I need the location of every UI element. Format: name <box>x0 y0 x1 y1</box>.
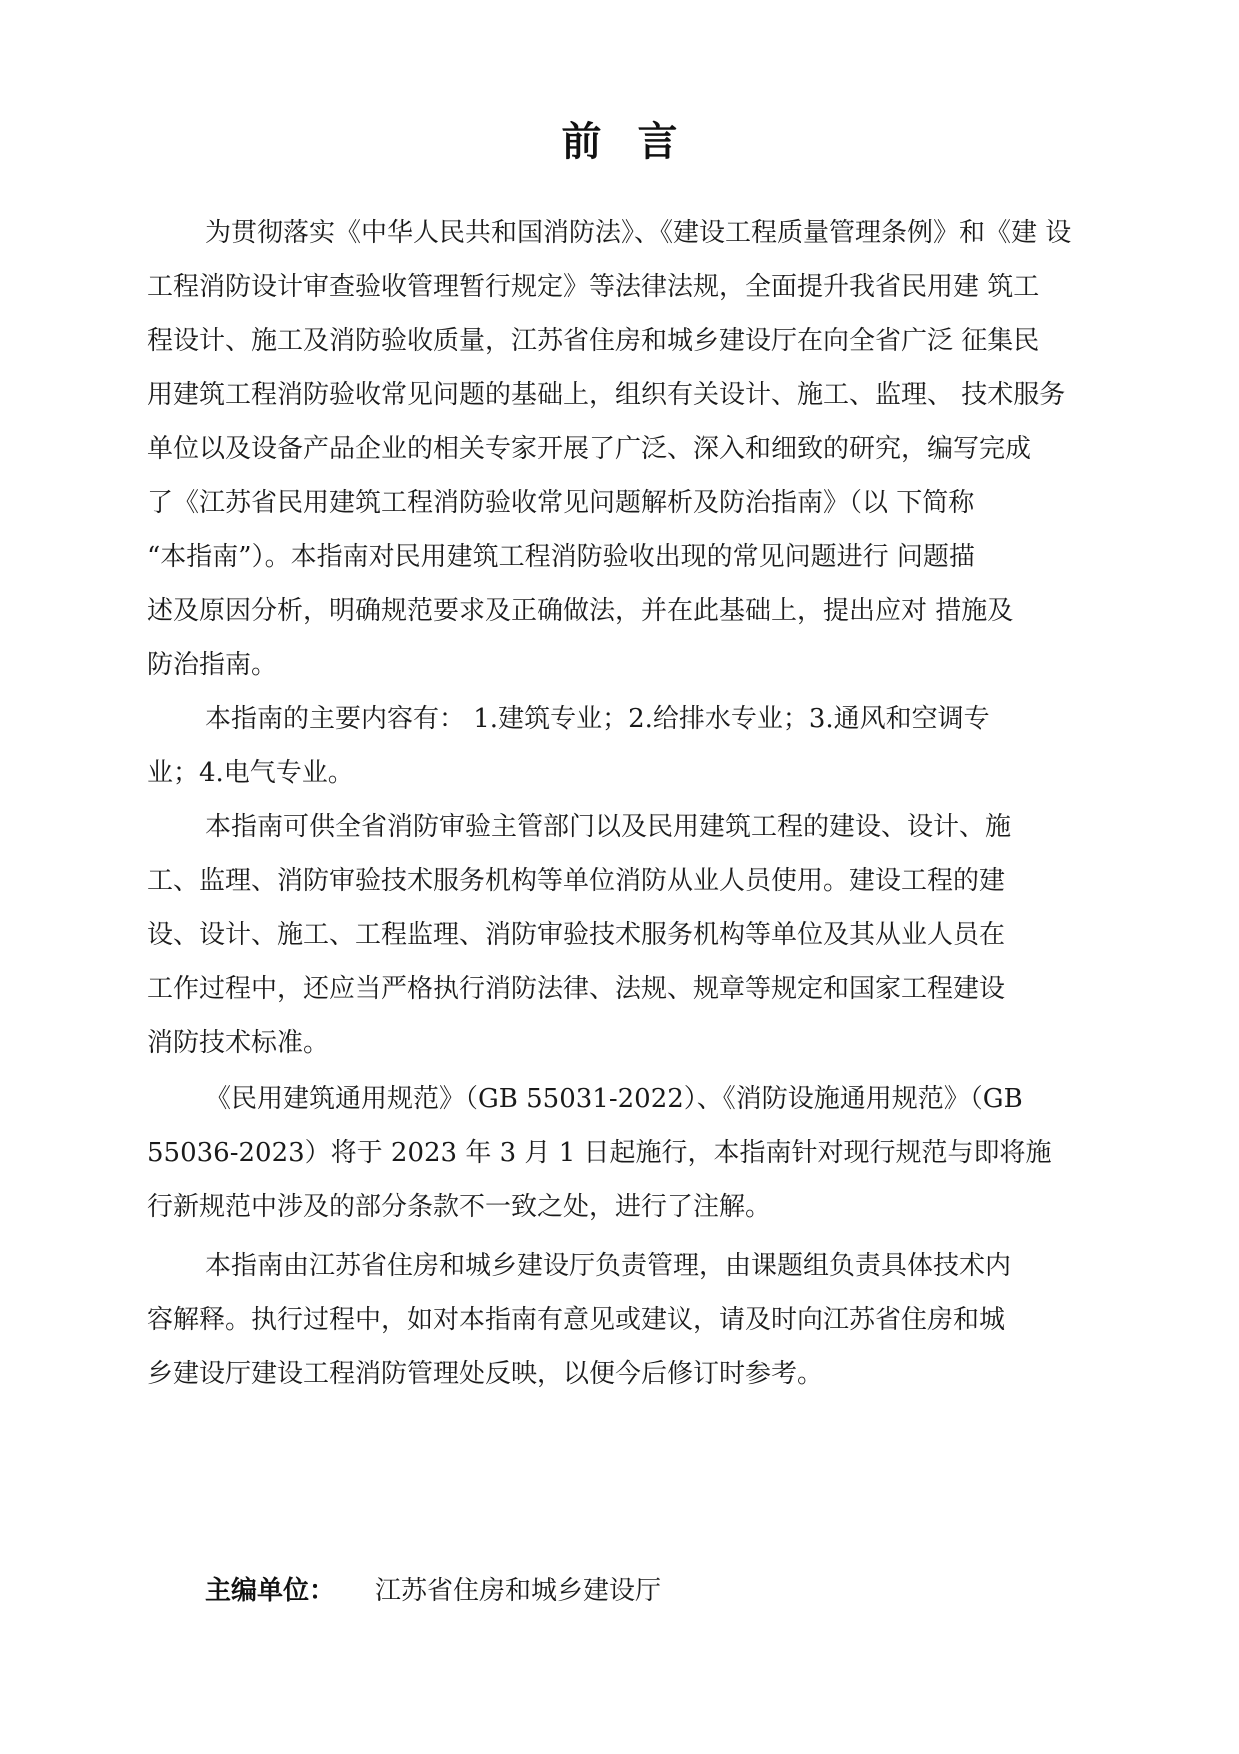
paragraph-4-line-2: 55036-2023）将于 2023 年 3 月 1 日起施行，本指南针对现行规范与即将施 <box>147 1138 1052 1168</box>
paragraph-1-line-9: 防治指南。 <box>147 650 278 680</box>
paragraph-4-line-1: 《民用建筑通用规范》（GB 55031-2022）、《消防设施通用规范》（GB <box>205 1084 1023 1114</box>
page-title: 前言 <box>561 119 714 165</box>
paragraph-1-line-7: “本指南”）。本指南对民用建筑工程消防验收出现的常见问题进行 问题描 <box>147 542 975 572</box>
paragraph-1-line-1: 为贯彻落实《中华人民共和国消防法》、《建设工程质量管理条例》和《建 设 <box>205 218 1072 248</box>
paragraph-3-line-2: 工、监理、消防审验技术服务机构等单位消防从业人员使用。建设工程的建 <box>147 866 1006 896</box>
paragraph-5-line-1: 本指南由江苏省住房和城乡建设厅负责管理，由课题组负责具体技术内 <box>205 1251 1012 1281</box>
paragraph-3-line-4: 工作过程中，还应当严格执行消防法律、法规、规章等规定和国家工程建设 <box>147 974 1006 1004</box>
chief-editor-unit: 江苏省住房和城乡建设厅 <box>375 1576 662 1606</box>
paragraph-3-line-5: 消防技术标准。 <box>147 1028 330 1058</box>
paragraph-3-line-3: 设、设计、施工、工程监理、消防审验技术服务机构等单位及其从业人员在 <box>147 920 1006 950</box>
paragraph-1-line-8: 述及原因分析，明确规范要求及正确做法，并在此基础上，提出应对 措施及 <box>147 596 1014 626</box>
paragraph-4-line-3: 行新规范中涉及的部分条款不一致之处，进行了注解。 <box>147 1192 772 1222</box>
paragraph-2-line-2: 业；4.电气专业。 <box>147 758 354 788</box>
paragraph-1-line-2: 工程消防设计审查验收管理暂行规定》等法律法规，全面提升我省民用建 筑工 <box>147 272 1040 302</box>
paragraph-5-line-2: 容解释。执行过程中，如对本指南有意见或建议，请及时向江苏省住房和城 <box>147 1305 1006 1335</box>
paragraph-3-line-1: 本指南可供全省消防审验主管部门以及民用建筑工程的建设、设计、施 <box>205 812 1012 842</box>
paragraph-1-line-4: 用建筑工程消防验收常见问题的基础上，组织有关设计、施工、监理、 技术服务 <box>147 380 1066 410</box>
paragraph-1-line-6: 了《江苏省民用建筑工程消防验收常见问题解析及防治指南》（以 下简称 <box>147 488 975 518</box>
paragraph-1-line-3: 程设计、施工及消防验收质量，江苏省住房和城乡建设厅在向全省广泛 征集民 <box>147 326 1040 356</box>
paragraph-2-line-1: 本指南的主要内容有： 1.建筑专业；2.给排水专业；3.通风和空调专 <box>205 704 990 734</box>
paragraph-1-line-5: 单位以及设备产品企业的相关专家开展了广泛、深入和细致的研究，编写完成 <box>147 434 1032 464</box>
paragraph-5-line-3: 乡建设厅建设工程消防管理处反映，以便今后修订时参考。 <box>147 1359 824 1389</box>
chief-editor-label: 主编单位： <box>205 1576 336 1606</box>
